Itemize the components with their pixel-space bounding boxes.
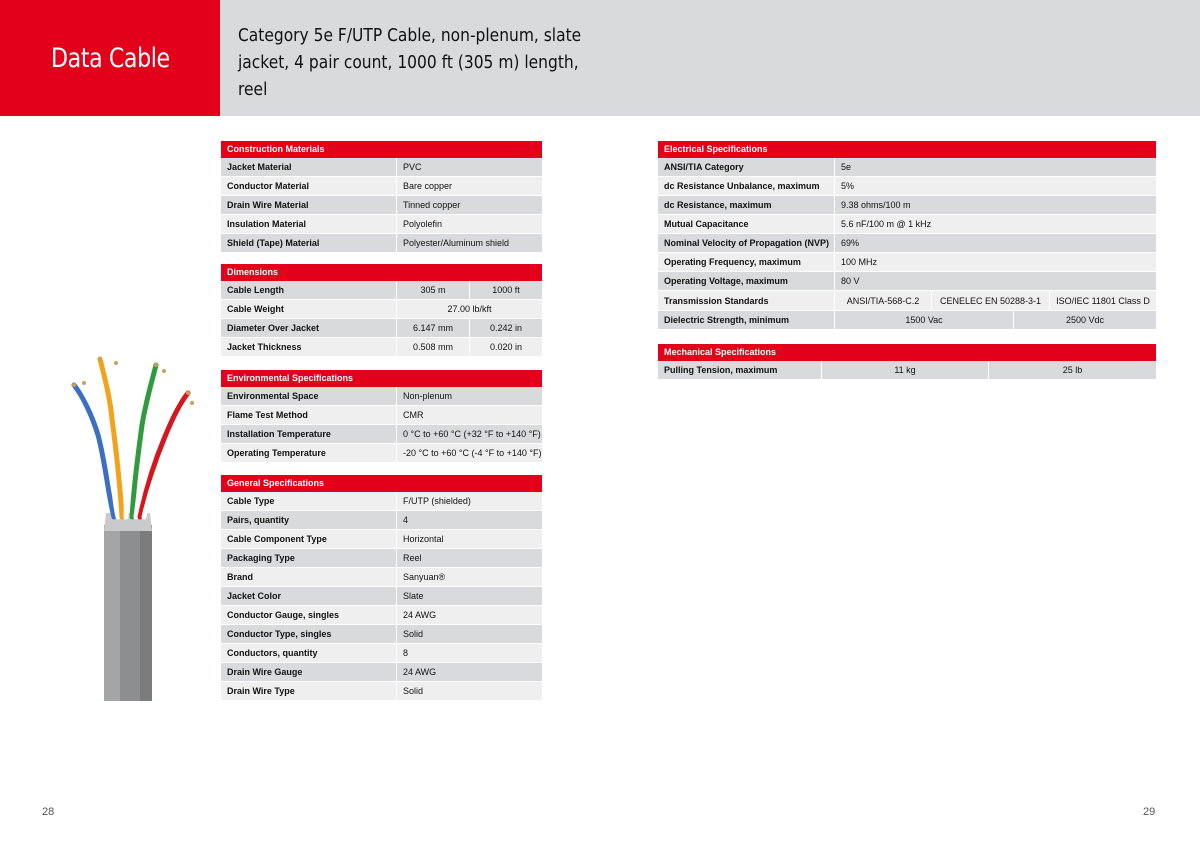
section-title: Data Cable <box>50 42 170 74</box>
table-row: Cable Component Type Horizontal <box>221 530 542 549</box>
general-table <box>221 475 542 701</box>
table-row: Dielectric Strength, minimum 1500 Vac 2500 Vdc <box>658 311 1156 330</box>
table-row: Environmental Space Non-plenum <box>221 387 542 406</box>
header-band <box>220 0 1200 116</box>
general-heading: General Specifications <box>221 475 542 492</box>
table-row: Diameter Over Jacket 6.147 mm 0.242 in <box>221 319 542 338</box>
construction-table <box>221 141 542 253</box>
table-row: Conductor Material Bare copper <box>221 177 542 196</box>
table-row: Drain Wire Type Solid <box>221 682 542 701</box>
dimensions-table <box>221 264 542 357</box>
table-row: Transmission Standards ANSI/TIA-568-C.2 CENELEC EN 50288-3-1 ISO/IEC 11801 Class D <box>658 291 1156 311</box>
table-row: Pulling Tension, maximum 11 kg 25 lb <box>658 361 1156 380</box>
electrical-table <box>658 141 1156 330</box>
table-row: Conductors, quantity 8 <box>221 644 542 663</box>
table-row: Installation Temperature 0 °C to +60 °C (+32 °F to +140 °F) <box>221 425 542 444</box>
table-row: Shield (Tape) Material Polyester/Aluminum shield <box>221 234 542 253</box>
table-row: dc Resistance, maximum 9.38 ohms/100 m <box>658 196 1156 215</box>
dimensions-heading: Dimensions <box>221 264 542 281</box>
table-row: Cable Type F/UTP (shielded) <box>221 492 542 511</box>
table-row: Operating Frequency, maximum 100 MHz <box>658 253 1156 272</box>
twisted-pairs <box>74 359 192 517</box>
table-row: Operating Temperature -20 °C to +60 °C (-4 °F to +140 °F) <box>221 444 542 463</box>
section-banner <box>0 0 220 116</box>
table-row: Mutual Capacitance 5.6 nF/100 m @ 1 kHz <box>658 215 1156 234</box>
table-row: Jacket Material PVC <box>221 158 542 177</box>
table-row: Insulation Material Polyolefin <box>221 215 542 234</box>
table-row: Pairs, quantity 4 <box>221 511 542 530</box>
cable-image <box>48 345 208 705</box>
table-row: ANSI/TIA Category 5e <box>658 158 1156 177</box>
mechanical-heading: Mechanical Specifications <box>658 344 1156 361</box>
table-row: Drain Wire Gauge 24 AWG <box>221 663 542 682</box>
table-row: Flame Test Method CMR <box>221 406 542 425</box>
mechanical-table <box>658 344 1156 380</box>
page-number-right: 29 <box>1143 806 1156 818</box>
table-row: Nominal Velocity of Propagation (NVP) 69% <box>658 234 1156 253</box>
table-row: Drain Wire Material Tinned copper <box>221 196 542 215</box>
page-number-left: 28 <box>42 806 55 818</box>
table-row: Packaging Type Reel <box>221 549 542 568</box>
table-row: Brand Sanyuan® <box>221 568 542 587</box>
environmental-heading: Environmental Specifications <box>221 370 542 387</box>
construction-heading: Construction Materials <box>221 141 542 158</box>
table-row: Jacket Color Slate <box>221 587 542 606</box>
table-row: Cable Weight 27.00 lb/kft <box>221 300 542 319</box>
table-row: Conductor Type, singles Solid <box>221 625 542 644</box>
table-row: Operating Voltage, maximum 80 V <box>658 272 1156 291</box>
table-row: Jacket Thickness 0.508 mm 0.020 in <box>221 338 542 357</box>
environmental-table <box>221 370 542 463</box>
electrical-heading: Electrical Specifications <box>658 141 1156 158</box>
product-title: Category 5e F/UTP Cable, non-plenum, slate jacket, 4 pair count, 1000 ft (305 m) length, reel <box>238 25 582 100</box>
table-row: Cable Length 305 m 1000 ft <box>221 281 542 300</box>
table-row: dc Resistance Unbalance, maximum 5% <box>658 177 1156 196</box>
table-row: Conductor Gauge, singles 24 AWG <box>221 606 542 625</box>
